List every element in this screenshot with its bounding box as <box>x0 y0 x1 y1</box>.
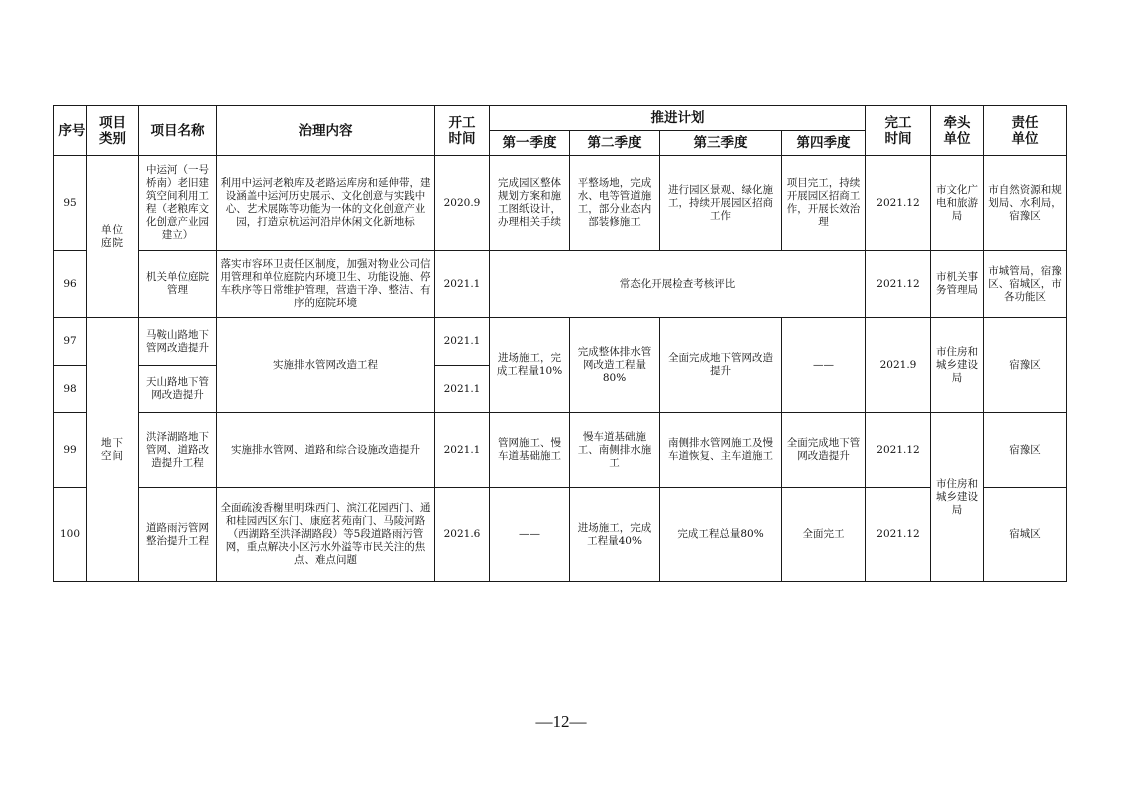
row-content: 实施排水管网改造工程 <box>217 318 435 413</box>
row-q3: 全面完成地下管网改造提升 <box>660 318 782 413</box>
row-q2: 慢车道基础施工、南侧排水施工 <box>570 413 660 488</box>
row-name: 洪泽湖路地下管网、道路改造提升工程 <box>139 413 217 488</box>
table-row <box>54 251 1067 318</box>
page-number: —12— <box>535 712 587 731</box>
row-seq: 99 <box>54 413 87 488</box>
row-content: 利用中运河老粮库及老路运库房和延伸带，建设涵盖中运河历史展示、文化创意与实践中心、艺术展陈等功能为一体的文化创意产业园，打造京杭运河沿岸休闲文化新地标 <box>217 156 435 251</box>
row-start: 2021.1 <box>435 413 490 488</box>
table-row <box>54 488 1067 582</box>
project-table-container <box>53 105 1067 582</box>
row-plan-merged: 常态化开展检查考核评比 <box>490 251 866 318</box>
row-q2: 平整场地，完成水、电等管道施工，部分业态内部装修施工 <box>570 156 660 251</box>
row-finish: 2021.12 <box>866 251 931 318</box>
row-q1: 完成园区整体规划方案和施工图纸设计，办理相关手续 <box>490 156 570 251</box>
row-seq: 95 <box>54 156 87 251</box>
header-q1: 第一季度 <box>490 131 570 156</box>
header-q3: 第三季度 <box>660 131 782 156</box>
header-start: 开工时间 <box>435 106 490 156</box>
row-q4: —— <box>782 318 866 413</box>
row-resp: 宿城区 <box>984 488 1067 582</box>
row-q4: 项目完工，持续开展园区招商工作，开展长效治理 <box>782 156 866 251</box>
header-q4: 第四季度 <box>782 131 866 156</box>
row-finish: 2021.12 <box>866 488 931 582</box>
row-lead: 市文化广电和旅游局 <box>931 156 984 251</box>
row-q3: 南侧排水管网施工及慢车道恢复、主车道施工 <box>660 413 782 488</box>
row-start: 2020.9 <box>435 156 490 251</box>
row-q4: 全面完工 <box>782 488 866 582</box>
row-name: 马鞍山路地下管网改造提升 <box>139 318 217 366</box>
row-start: 2021.1 <box>435 366 490 413</box>
row-start: 2021.6 <box>435 488 490 582</box>
row-q4: 全面完成地下管网改造提升 <box>782 413 866 488</box>
table-row <box>54 156 1067 251</box>
table-row <box>54 413 1067 488</box>
project-plan-table <box>53 105 1067 582</box>
row-name: 天山路地下管网改造提升 <box>139 366 217 413</box>
header-resp: 责任单位 <box>984 106 1067 156</box>
header-q2: 第二季度 <box>570 131 660 156</box>
row-q3: 进行园区景观、绿化施工，持续开展园区招商工作 <box>660 156 782 251</box>
row-q2: 进场施工，完成工程量40% <box>570 488 660 582</box>
header-row-1 <box>54 106 1067 131</box>
row-lead: 市住房和城乡建设局 <box>931 413 984 582</box>
row-q3: 完成工程总量80% <box>660 488 782 582</box>
row-seq: 98 <box>54 366 87 413</box>
row-finish: 2021.9 <box>866 318 931 413</box>
row-finish: 2021.12 <box>866 413 931 488</box>
header-finish: 完工时间 <box>866 106 931 156</box>
row-name: 中运河（一号桥南）老旧建筑空间利用工程（老粮库文化创意产业园建立） <box>139 156 217 251</box>
row-start: 2021.1 <box>435 318 490 366</box>
row-lead: 市住房和城乡建设局 <box>931 318 984 413</box>
header-lead: 牵头单位 <box>931 106 984 156</box>
row-seq: 96 <box>54 251 87 318</box>
row-name: 机关单位庭院管理 <box>139 251 217 318</box>
row-q2: 完成整体排水管网改造工程量80% <box>570 318 660 413</box>
header-category: 项目类别 <box>87 106 139 156</box>
row-start: 2021.1 <box>435 251 490 318</box>
row-resp: 市城管局，宿豫区、宿城区，市各功能区 <box>984 251 1067 318</box>
header-content: 治理内容 <box>217 106 435 156</box>
row-name: 道路雨污管网整治提升工程 <box>139 488 217 582</box>
row-seq: 100 <box>54 488 87 582</box>
row-seq: 97 <box>54 318 87 366</box>
table-row <box>54 318 1067 366</box>
row-content: 全面疏浚香榭里明珠西门、滨江花园西门、通和桂园西区东门、康庭茗苑南门、马陵河路（西湖路至洪泽湖路段）等5段道路雨污管网，重点解决小区污水外溢等市民关注的焦点、难点问题 <box>217 488 435 582</box>
row-finish: 2021.12 <box>866 156 931 251</box>
row-lead: 市机关事务管理局 <box>931 251 984 318</box>
row-q1: 管网施工、慢车道基础施工 <box>490 413 570 488</box>
category-cell: 单位庭院 <box>87 156 139 318</box>
row-resp: 宿豫区 <box>984 413 1067 488</box>
row-resp: 宿豫区 <box>984 318 1067 413</box>
row-q1: 进场施工，完成工程量10% <box>490 318 570 413</box>
row-content: 落实市容环卫责任区制度，加强对物业公司信用管理和单位庭院内环境卫生、功能设施、停车秩序等日常维护管理，营造干净、整洁、有序的庭院环境 <box>217 251 435 318</box>
row-q1: —— <box>490 488 570 582</box>
header-seq: 序号 <box>54 106 87 156</box>
category-cell: 地下空间 <box>87 318 139 582</box>
row-content: 实施排水管网、道路和综合设施改造提升 <box>217 413 435 488</box>
header-name: 项目名称 <box>139 106 217 156</box>
row-resp: 市自然资源和规划局、水利局，宿豫区 <box>984 156 1067 251</box>
header-plan: 推进计划 <box>490 106 866 131</box>
